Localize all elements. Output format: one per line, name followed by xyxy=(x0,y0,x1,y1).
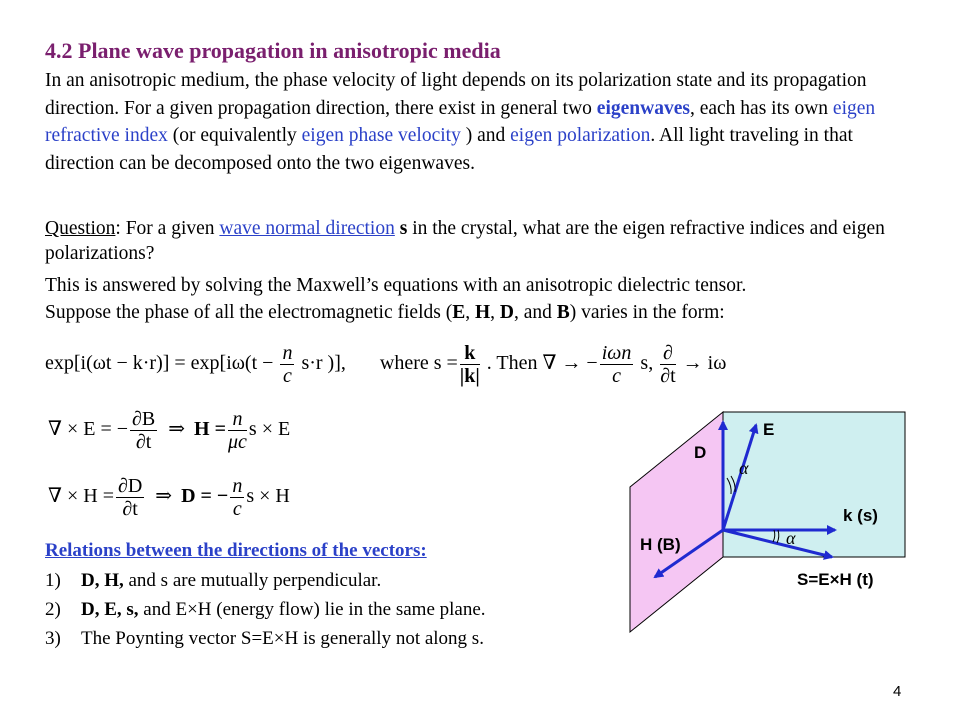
relation-item-2: 2) D, E, s, and E×H (energy flow) lie in the same plane. xyxy=(45,599,486,620)
equation-phase: exp[i(ωt − k·r)] = exp[iω(t − $\frac{n}{c}$ s·r )], where s = $\frac{k}{|k|}$ . Then ∇ → − $\frac{\text{iωn}}{c}$ s, $\frac{\partial}{\partial t}$ → iω xyxy=(45,342,727,387)
relation-item-1: 1) D, H, and s are mutually perpendicular. xyxy=(45,570,382,591)
answer-line-1: This is answered by solving the Maxwell’s equations with an anisotropic dielectric tensor. xyxy=(45,275,747,296)
wave-normal-link[interactable]: wave normal direction xyxy=(219,218,395,239)
intro-text-1: In an anisotropic medium, the phase velocity of light depends on its polarization state and its propagation direction. For a given propagation direction, there exist in general two xyxy=(45,70,867,119)
label-E: E xyxy=(763,420,775,439)
term-eigen-index: eigen refractive index xyxy=(45,97,876,146)
label-k: k (s) xyxy=(843,506,878,525)
intro-text-5: . All light traveling in that direction can be decomposed onto the two eigenwaves. xyxy=(45,125,853,174)
relations-heading: Relations between the directions of the vectors: xyxy=(45,540,427,561)
question-label: Question xyxy=(45,218,116,239)
relation-item-3: 3) The Poynting vector S=E×H is generally not along s. xyxy=(45,628,484,649)
label-alpha-bottom: α xyxy=(786,528,796,548)
plane-pink xyxy=(630,412,723,632)
label-S: S=E×H (t) xyxy=(797,570,874,589)
equation-faraday: ∇ × E = − $\frac{\partial B}{\partial t}$ ⇒ H = $\frac{n}{\mu c}$ s × E xyxy=(48,408,291,453)
term-eigen-polarization: eigen polarization xyxy=(510,125,651,146)
question-text-2: in the crystal, what are the eigen refractive indices and eigen polarizations? xyxy=(45,218,885,264)
question-s: s xyxy=(394,218,408,239)
page-number: 4 xyxy=(893,683,902,700)
label-H: H (B) xyxy=(640,535,681,554)
question-text-1: : For a given xyxy=(115,218,220,239)
label-D: D xyxy=(694,443,707,462)
term-eigenwaves: eigenwaves xyxy=(596,97,690,119)
intro-text-2: , each has its own xyxy=(689,97,833,119)
intro-text-3: (or equivalently xyxy=(167,125,302,146)
term-eigen-velocity: eigen phase velocity xyxy=(301,125,461,146)
answer-line-2: Suppose the phase of all the electromagnetic fields (E, H, D, and B) varies in the form: xyxy=(45,302,725,323)
intro-text-4: ) and xyxy=(460,125,511,146)
equation-ampere: ∇ × H = $\frac{\partial D}{\partial t}$ ⇒ D = − $\frac{n}{c}$ s × H xyxy=(48,475,290,520)
slide-title: 4.2 Plane wave propagation in anisotropic media xyxy=(45,38,501,63)
label-alpha-top: α xyxy=(739,458,749,478)
